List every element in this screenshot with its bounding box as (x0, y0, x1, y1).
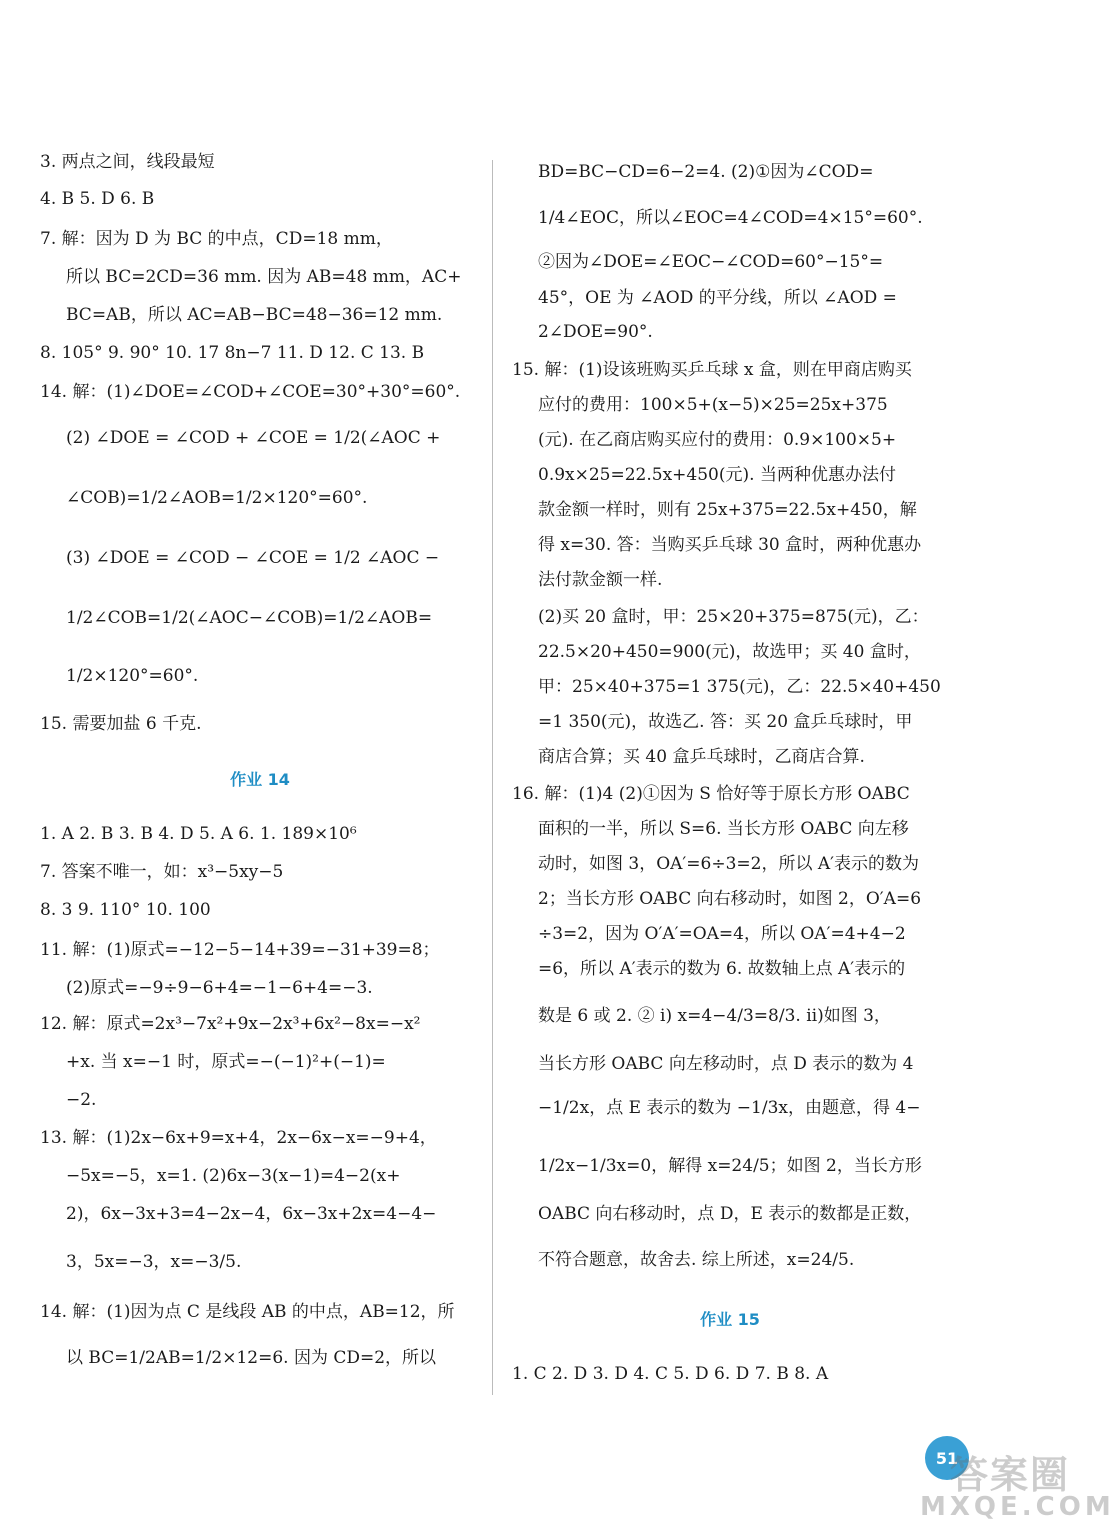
answer-line: (2) ∠DOE = ∠COD + ∠COE = 1/2(∠AOC + (66, 428, 441, 448)
answer-line: OABC 向右移动时，点 D，E 表示的数都是正数， (538, 1204, 922, 1224)
answer-line: 15. 需要加盐 6 千克. (40, 714, 202, 734)
page-number: 51 (925, 1436, 969, 1480)
answer-line: ÷3=2，因为 O′A′=OA=4，所以 OA′=4+4−2 (538, 924, 906, 944)
answer-line: 当长方形 OABC 向左移动时，点 D 表示的数为 4 (538, 1054, 914, 1074)
answer-line: 面积的一半，所以 S=6. 当长方形 OABC 向左移 (538, 819, 909, 839)
answer-line: 1/2∠COB=1/2(∠AOC−∠COB)=1/2∠AOB= (66, 608, 433, 628)
answer-line: 4. B 5. D 6. B (40, 189, 155, 209)
answer-line: 14. 解：(1)因为点 C 是线段 AB 的中点，AB=12，所 (40, 1302, 455, 1322)
answer-line: 动时，如图 3，OA′=6÷3=2，所以 A′表示的数为 (538, 854, 920, 874)
answer-line: 8. 3 9. 110° 10. 100 (40, 900, 211, 920)
answer-line: 以 BC=1/2AB=1/2×12=6. 因为 CD=2，所以 (66, 1348, 437, 1368)
answer-line: 不符合题意，故舍去. 综上所述，x=24/5. (538, 1250, 855, 1270)
answer-line: 1/2×120°=60°. (66, 666, 199, 686)
answer-line: (元). 在乙商店购买应付的费用：0.9×100×5+ (538, 430, 897, 450)
section-heading: 作业 14 (230, 770, 290, 789)
watermark-top-text: 答案圈 (950, 1453, 1071, 1497)
answer-line: 所以 BC=2CD=36 mm. 因为 AB=48 mm，AC+ (66, 267, 462, 287)
answer-line: −2. (66, 1090, 97, 1110)
answer-line: (2)买 20 盒时，甲：25×20+375=875(元)，乙： (538, 607, 929, 627)
answer-line: 数是 6 或 2. ② ⅰ) x=4−4/3=8/3. ⅱ)如图 3， (538, 1006, 891, 1026)
answer-line: 45°，OE 为 ∠AOD 的平分线，所以 ∠AOD = (538, 288, 897, 308)
answer-line: 0.9x×25=22.5x+450(元). 当两种优惠办法付 (538, 465, 896, 485)
answer-line: 1/2x−1/3x=0，解得 x=24/5；如图 2，当长方形 (538, 1156, 922, 1176)
answer-line: ∠COB)=1/2∠AOB=1/2×120°=60°. (66, 488, 368, 508)
watermark-bottom-text: MXQE.COM (920, 1492, 1115, 1522)
answer-line: +x. 当 x=−1 时，原式=−(−1)²+(−1)= (66, 1052, 386, 1072)
answer-line: =1 350(元)，故选乙. 答：买 20 盒乒乓球时，甲 (538, 712, 913, 732)
answer-line: 商店合算；买 40 盒乒乓球时，乙商店合算. (538, 747, 865, 767)
answer-line: (3) ∠DOE = ∠COD − ∠COE = 1/2 ∠AOC − (66, 548, 440, 568)
answer-line: 款金额一样时，则有 25x+375=22.5x+450，解 (538, 500, 917, 520)
answer-line: 15. 解：(1)设该班购买乒乓球 x 盒，则在甲商店购买 (512, 360, 912, 380)
answer-line: 3. 两点之间，线段最短 (40, 152, 215, 172)
answer-line: 1. C 2. D 3. D 4. C 5. D 6. D 7. B 8. A (512, 1364, 829, 1384)
answer-line: 1. A 2. B 3. B 4. D 5. A 6. 1. 189×10⁶ (40, 824, 357, 844)
answer-line: −5x=−5，x=1. (2)6x−3(x−1)=4−2(x+ (66, 1166, 401, 1186)
answer-line: 1/4∠EOC，所以∠EOC=4∠COD=4×15°=60°. (538, 208, 923, 228)
answer-line: 2∠DOE=90°. (538, 322, 653, 342)
answer-line: 13. 解：(1)2x−6x+9=x+4，2x−6x−x=−9+4， (40, 1128, 437, 1148)
answer-line: 2)，6x−3x+3=4−2x−4，6x−3x+2x=4−4− (66, 1204, 437, 1224)
answer-line: 应付的费用：100×5+(x−5)×25=25x+375 (538, 395, 888, 415)
answer-line: =6，所以 A′表示的数为 6. 故数轴上点 A′表示的 (538, 959, 906, 979)
answer-line: (2)原式=−9÷9−6+4=−1−6+4=−3. (66, 978, 373, 998)
answer-line: 7. 解：因为 D 为 BC 的中点，CD=18 mm， (40, 229, 393, 249)
answer-line: 7. 答案不唯一，如：x³−5xy−5 (40, 862, 284, 882)
answer-line: 法付款金额一样. (538, 570, 663, 590)
watermark-logo (900, 1440, 1115, 1530)
section-heading: 作业 15 (700, 1310, 760, 1329)
answer-line: 11. 解：(1)原式=−12−5−14+39=−31+39=8； (40, 940, 440, 960)
answer-line: BC=AB，所以 AC=AB−BC=48−36=12 mm. (66, 305, 443, 325)
answer-line: 得 x=30. 答：当购买乒乓球 30 盒时，两种优惠办 (538, 535, 922, 555)
answer-line: ②因为∠DOE=∠EOC−∠COD=60°−15°= (538, 252, 884, 272)
answer-line: 14. 解：(1)∠DOE=∠COD+∠COE=30°+30°=60°. (40, 382, 461, 402)
answer-line: −1/2x，点 E 表示的数为 −1/3x，由题意，得 4− (538, 1098, 921, 1118)
answer-line: 3，5x=−3，x=−3/5. (66, 1252, 242, 1272)
answer-line: 8. 105° 9. 90° 10. 17 8n−7 11. D 12. C 13. B (40, 343, 425, 363)
answer-line: 甲：25×40+375=1 375(元)，乙：22.5×40+450 (538, 677, 941, 697)
answer-line: 2；当长方形 OABC 向右移动时，如图 2，O′A=6 (538, 889, 922, 909)
answer-line: 22.5×20+450=900(元)，故选甲；买 40 盒时， (538, 642, 921, 662)
answer-line: 16. 解：(1)4 (2)①因为 S 恰好等于原长方形 OABC (512, 784, 910, 804)
answer-line: BD=BC−CD=6−2=4. (2)①因为∠COD= (538, 162, 874, 182)
answer-line: 12. 解：原式=2x³−7x²+9x−2x³+6x²−8x=−x² (40, 1014, 421, 1034)
